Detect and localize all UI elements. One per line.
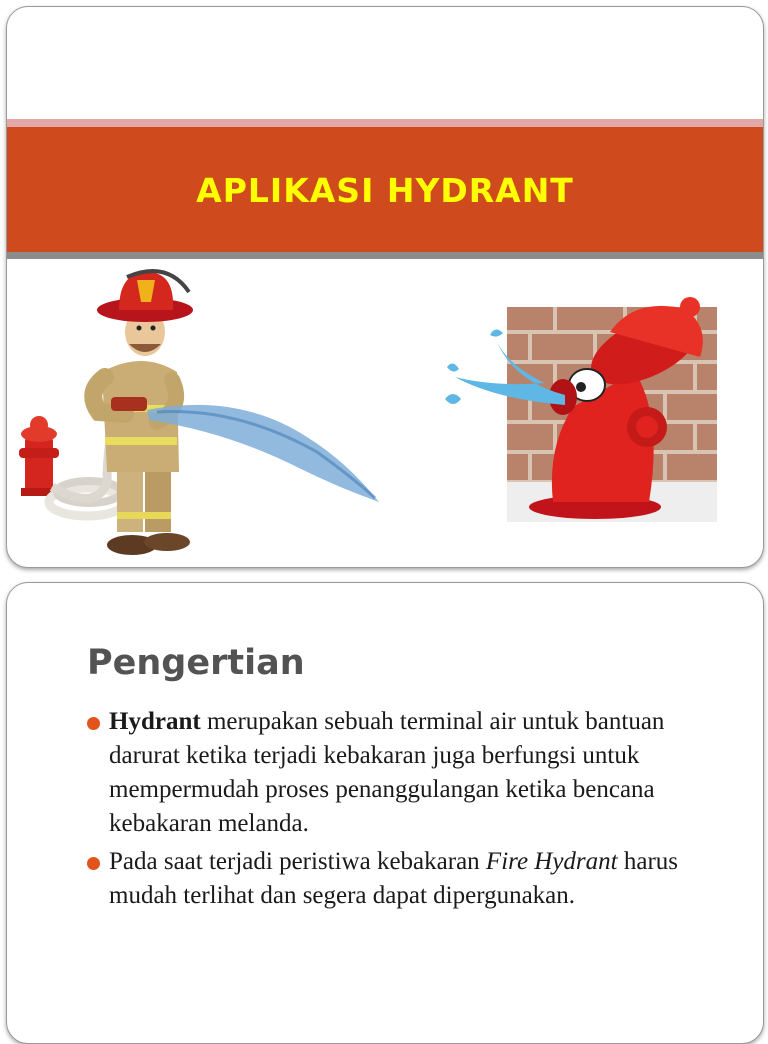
bullet-text-before: Pada saat terjadi peristiwa kebakaran [109, 848, 486, 875]
small-hydrant-icon [19, 416, 59, 496]
title-slide [6, 6, 764, 568]
bullet-item [87, 705, 737, 841]
shadow-line [7, 252, 763, 259]
bullet-dot-icon [87, 717, 100, 730]
section-heading: Pengertian [87, 643, 305, 683]
bullet-bold-term: Hydrant [109, 708, 201, 735]
cartoon-hydrant-spraying-icon [435, 287, 725, 527]
content-slide [6, 582, 764, 1044]
slide-title: APLIKASI HYDRANT [196, 171, 574, 210]
bullet-italic-term: Fire Hydrant [485, 848, 618, 875]
bullet-list [87, 705, 737, 917]
bullet-text-after: harus mudah terlihat dan segera dapat dipergunakan. [109, 848, 679, 909]
bullet-text: merupakan sebuah terminal air untuk bantuan darurat ketika terjadi kebakaran juga berfungsi untuk mempermudah proses penanggulangan ketika bencana kebakaran melanda. [109, 708, 665, 837]
firefighter-with-hose-icon [7, 262, 387, 562]
bullet-item [87, 845, 737, 913]
bullet-dot-icon [87, 857, 100, 870]
accent-line [7, 119, 763, 127]
title-banner [7, 127, 763, 252]
